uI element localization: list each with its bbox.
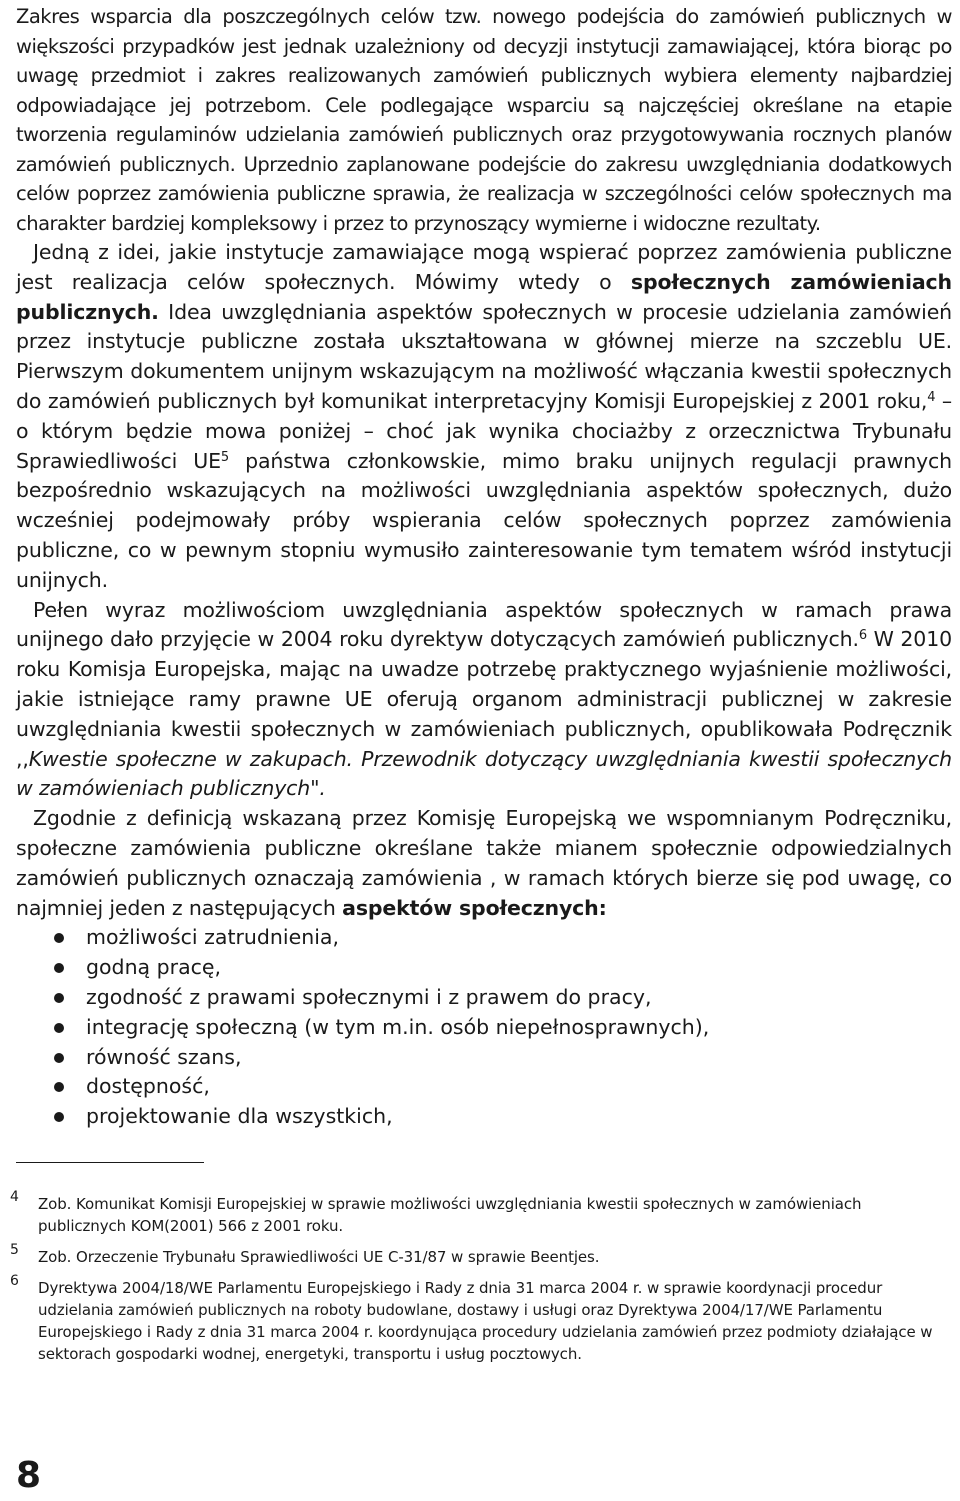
para2-text-c: – o którym będzie mowa poniżej – choć jak wynika chociażby z orzecznictwa Trybunału Sprawiedliwości UE	[16, 388, 952, 473]
para2-text-a: Jedną z idei, jakie instytucje zamawiające mogą wspierać poprzez zamówienia publiczne jest realizacja celów społecznych. Mówimy wtedy o	[16, 240, 952, 294]
list-item-text: dostępność,	[86, 1074, 210, 1099]
para2-bold-term: społecznych zamówieniach publicznych.	[16, 269, 952, 324]
para3-text-b: W 2010 roku Komisja Europejska, mając na uwadze potrzebę praktycznego wyjaśnienie możliwości, jakie istniejące ramy prawne UE oferują organom administracji publicznej w zakresie uwzględniania kwestii społecznych w zamówieniach publicznych, opublikowała Podręcznik ,,	[16, 627, 952, 771]
footnotes	[10, 1189, 952, 1374]
bullet-icon	[54, 1053, 64, 1063]
list-item	[16, 953, 952, 983]
para4-bold-term: aspektów społecznych:	[342, 895, 607, 920]
footnote-text: Dyrektywa 2004/18/WE Parlamentu Europejskiego i Rady z dnia 31 marca 2004 r. w sprawie koordynacji procedur udzielania zamówień publicznych na roboty budowlane, dostawy i usługi oraz Dyrektywa 2004/17/WE Parlamentu Europejskiego i Rady z dnia 31 marca 2004 r. koordynująca procedury udzielania zamówień przez podmioty działające w sektorach gospodarki wodnej, energetyki, transportu i usług pocztowych.	[38, 1279, 933, 1363]
list-item	[16, 1013, 952, 1043]
list-item-text: projektowanie dla wszystkich,	[86, 1104, 393, 1129]
para2-text-b: Idea uwzględniania aspektów społecznych w procesie udzielania zamówień przez instytucje publiczne została ukształtowana w głównej mierze na szczeblu UE. Pierwszym dokumentem unijnym wskazującym na możliwość włączania kwestii społecznych do zamówień publicznych był komunikat interpretacyjny Komisji Europejskiej z 2001 roku,	[16, 299, 952, 413]
bullet-icon	[54, 933, 64, 943]
list-item	[16, 1102, 952, 1132]
footnote-number: 6	[10, 1273, 19, 1289]
para4-text-a: Zgodnie z definicją wskazaną przez Komisję Europejską we wspomnianym Podręczniku, społeczne zamówienia publiczne określane także mianem społecznie odpowiedzialnych zamówień publicznych oznaczają zamówienia , w ramach których bierze się pod uwagę, co najmniej jeden z następujących	[16, 806, 952, 920]
list-item	[16, 983, 952, 1013]
list-item-text: równość szans,	[86, 1044, 242, 1069]
bullet-icon	[54, 993, 64, 1003]
eu-directives-paragraph	[16, 596, 952, 805]
footnote-5	[10, 1242, 952, 1268]
list-item-text: godną pracę,	[86, 955, 222, 980]
page-number: 8	[16, 1455, 42, 1496]
list-item	[16, 1072, 952, 1102]
footnote-text: Zob. Orzeczenie Trybunału Sprawiedliwości UE C-31/87 w sprawie Beentjes.	[38, 1248, 600, 1266]
list-item	[16, 923, 952, 953]
list-item-text: możliwości zatrudnienia,	[86, 925, 339, 950]
bullet-icon	[54, 1082, 64, 1092]
footnote-ref-5[interactable]: 5	[220, 449, 230, 465]
social-aspects-list	[16, 923, 952, 1132]
intro-part-1: Zakres wsparcia dla poszczególnych celów tzw. nowego podejścia do zamówień publicznych w większości przypadków jest jednak uzależniony od decyzji instytucji zamawiającej, która biorąc po uwagę przedmiot i zakres realizowanych zamówień publicznych wybiera elementy najbardziej odpowiadające jej potrzebom.	[16, 5, 952, 117]
footnote-4	[10, 1189, 952, 1237]
footnote-ref-6[interactable]: 6	[858, 628, 867, 644]
intro-paragraph	[16, 0, 952, 238]
social-procurement-paragraph	[16, 238, 952, 596]
document-page	[10, 0, 953, 1496]
handbook-title: Kwestie społeczne w zakupach. Przewodnik dotyczący uwzględniania kwestii społecznych w zamówieniach publicznych".	[16, 746, 952, 801]
intro-part-2: Cele podlegające wsparciu są najczęściej określane na etapie tworzenia regulaminów udzielania zamówień publicznych oraz przygotowywania rocznych planów zamówień publicznych. Uprzednio zaplanowane podejście do zakresu uwzględniania dodatkowych celów poprzez zamówienia publiczne sprawia, że realizacja w szczególności celów społecznych ma charakter bardziej kompleksowy i przez to przynoszący wymierne i widoczne rezultaty.	[16, 93, 953, 235]
para2-text-d: państwa członkowskie, mimo braku unijnych regulacji prawnych bezpośrednio wskazujących na możliwości uwzględniania aspektów społecznych, dużo wcześniej podejmowały próby wspierania celów społecznych poprzez zamówienia publiczne, co w pewnym stopniu wymusiło zainteresowanie tym tematem wśród instytucji unijnych.	[16, 448, 952, 592]
footnote-6	[10, 1273, 952, 1365]
para3-text-a: Pełen wyraz możliwościom uwzględniania aspektów społecznych w ramach prawa unijnego dało przyjęcie w 2004 roku dyrektyw dotyczących zamówień publicznych.	[16, 597, 952, 652]
bullet-icon	[54, 1112, 64, 1122]
footnote-number: 5	[10, 1242, 19, 1258]
footnote-ref-4[interactable]: 4	[927, 389, 936, 405]
list-item	[16, 1043, 952, 1073]
footnote-number: 4	[10, 1189, 19, 1205]
list-item-text: zgodność z prawami społecznymi i z prawem do pracy,	[86, 984, 652, 1009]
footnote-text: Zob. Komunikat Komisji Europejskiej w sprawie możliwości uwzględniania kwestii społecznych w zamówieniach publicznych KOM(2001) 566 z 2001 roku.	[38, 1195, 862, 1235]
footnote-divider	[16, 1162, 204, 1163]
list-item-text: integrację społeczną (w tym m.in. osób niepełnosprawnych),	[86, 1014, 710, 1039]
definition-paragraph	[16, 804, 952, 923]
bullet-icon	[54, 1023, 64, 1033]
bullet-icon	[54, 963, 64, 973]
